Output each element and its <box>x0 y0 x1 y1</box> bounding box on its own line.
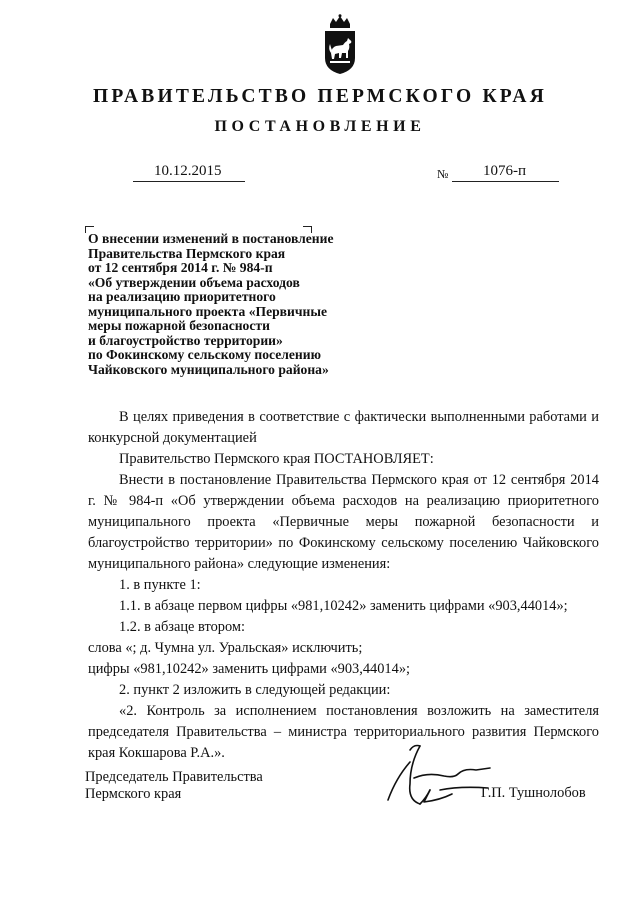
coat-of-arms-icon <box>321 14 359 76</box>
subject-line: меры пожарной безопасности <box>88 318 270 333</box>
document-number: 1076-п <box>483 163 527 179</box>
handwritten-signature-icon <box>380 738 492 810</box>
signatory-name: Г.П. Тушнолобов <box>481 785 586 801</box>
amendment-item: 1. в пункте 1: <box>119 577 201 593</box>
document-date: 10.12.2015 <box>154 163 222 179</box>
amendment-item: цифры «981,10242» заменить цифрами «903,44014»; <box>88 661 411 677</box>
amendment-item: 1.1. в абзаце первом цифры «981,10242» заменить цифрами «903,44014»; <box>119 598 568 614</box>
amendment-item: 1.2. в абзаце втором: <box>119 619 245 635</box>
subject-line: и благоустройство территории» <box>88 332 283 348</box>
resolves-paragraph: Правительство Пермского края ПОСТАНОВЛЯЕТ: <box>119 451 434 467</box>
subject-line: «Об утверждении объема расходов <box>88 274 300 290</box>
date-underline <box>133 181 245 182</box>
subject-line: О внесении изменений в постановление <box>88 231 334 246</box>
subject-line: от 12 сентября 2014 г. № 984-п <box>88 260 273 275</box>
preamble-paragraph: В целях приведения в соответствие с фактически выполненными работами и конкурсной документацией <box>88 409 599 446</box>
intro-paragraph: Внести в постановление Правительства Пермского края от 12 сентября 2014 г. № 984-п «Об утверждении объема расходов на реализацию приоритетного муниципального проекта «Первичные меры пожарной безопасности и благоустройство территории» по Фокинскому сельскому поселению Чайковского муниципального района» следующие изменения: <box>88 472 599 572</box>
subject-line: Чайковского муниципального района» <box>88 361 329 377</box>
document-type: ПОСТАНОВЛЕНИЕ <box>214 118 426 135</box>
amendment-item: слова «; д. Чумна ул. Уральская» исключить; <box>88 640 363 656</box>
number-underline <box>452 181 559 182</box>
document-body <box>88 407 599 764</box>
signatory-position <box>85 769 263 803</box>
organization-title: ПРАВИТЕЛЬСТВО ПЕРМСКОГО КРАЯ <box>93 86 547 107</box>
amendment-item: 2. пункт 2 изложить в следующей редакции: <box>119 682 391 698</box>
number-sign: № <box>437 167 449 181</box>
position-line: Председатель Правительства <box>85 769 263 785</box>
quoted-paragraph: «2. Контроль за исполнением постановления возложить на заместителя председателя Правительства – министра территориального развития Пермского края Кокшарова Р.А.». <box>88 703 599 761</box>
subject-line: муниципального проекта «Первичные <box>88 303 327 319</box>
subject-line: по Фокинскому сельскому поселению <box>88 347 321 362</box>
position-line: Пермского края <box>85 786 182 802</box>
subject-line: Правительства Пермского края <box>88 245 286 261</box>
subject-heading <box>88 232 388 377</box>
subject-line: на реализацию приоритетного <box>88 289 276 304</box>
